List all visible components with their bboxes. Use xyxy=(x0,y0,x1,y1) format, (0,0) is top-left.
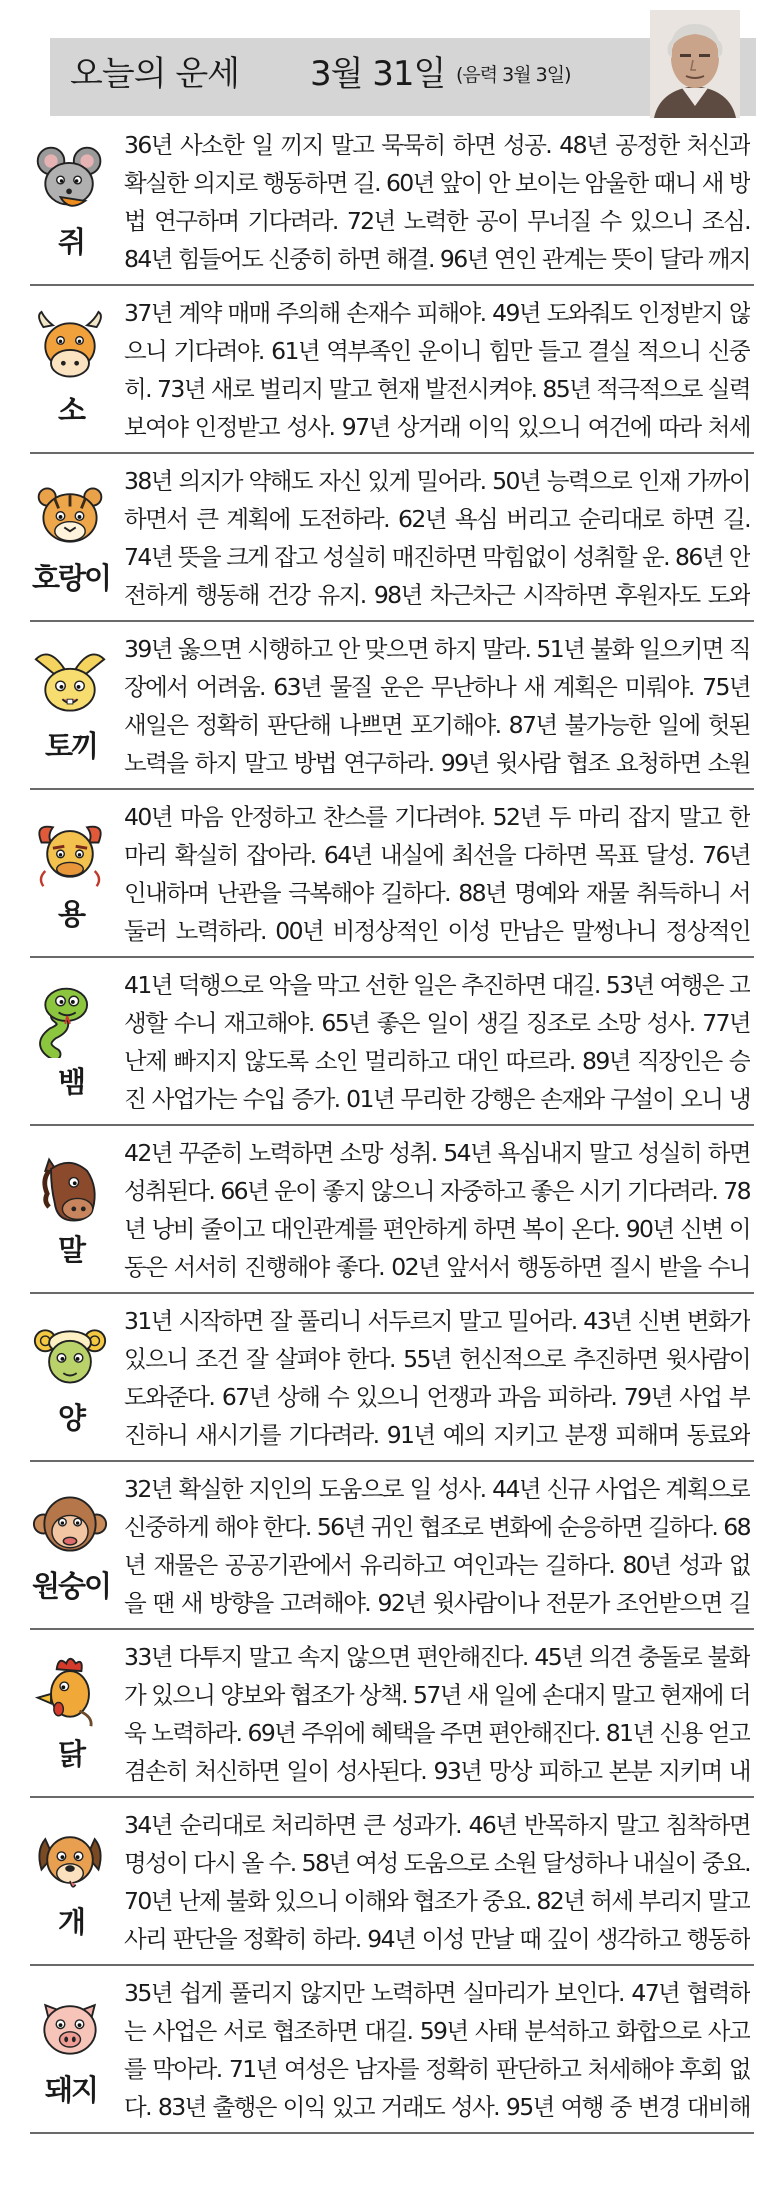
zodiac-name: 호랑이 xyxy=(31,561,111,595)
zodiac-name: 쥐 xyxy=(57,225,84,259)
fortune-text: 33년 다투지 말고 속지 않으면 편안해진다. 45년 의견 충돌로 불화가 있으니 양보와 협조가 상책. 57년 새 일에 손대지 말고 현재에 더욱 노력하라. 69년 주위에 혜택을 주면 편안해진다. 81년 신용 얻고 겸손히 처신하면 일이 성사된다. 93년 망상 피하고 본분 지키며 내 xyxy=(124,1643,750,1785)
zodiac-name: 양 xyxy=(57,1401,84,1435)
fortune-entry-dog xyxy=(30,1798,754,1966)
fortune-entry-rat xyxy=(30,118,754,286)
rooster-icon xyxy=(32,1654,108,1730)
fortune-text: 41년 덕행으로 악을 막고 선한 일은 추진하면 대길. 53년 여행은 고생할 수니 재고해야. 65년 좋은 일이 생길 징조로 소망 성사. 77년 난제 빠지지 않도록 소인 멀리하고 대인 따르라. 89년 직장인은 승진 사업가는 수입 증가. 01년 무리한 강행은 손재와 구설이 오니 냉 xyxy=(124,971,750,1113)
zodiac-name: 토끼 xyxy=(44,729,98,763)
fortune-entry-snake xyxy=(30,958,754,1126)
snake-icon xyxy=(32,982,108,1058)
zodiac-name: 개 xyxy=(57,1905,84,1939)
ox-icon xyxy=(32,310,108,386)
fortune-text: 35년 쉽게 풀리지 않지만 노력하면 실마리가 보인다. 47년 협력하는 사업은 서로 협조하면 대길. 59년 사태 분석하고 화합으로 사고를 막아라. 71년 여성은 남자를 정확히 판단하고 처세해야 후회 없다. 83년 출행은 이익 있고 거래도 성사. 95년 여행 중 변경 대비해 xyxy=(124,1979,750,2121)
zodiac-name: 돼지 xyxy=(44,2073,98,2107)
fortune-entry-horse xyxy=(30,1126,754,1294)
rabbit-icon xyxy=(32,646,108,722)
fortune-text: 38년 의지가 약해도 자신 있게 밀어라. 50년 능력으로 인재 가까이하면서 큰 계획에 도전하라. 62년 욕심 버리고 순리대로 하면 길. 74년 뜻을 크게 잡고 성실히 매진하면 막힘없이 성취할 운. 86년 안전하게 행동해 건강 유지. 98년 차근차근 시작하면 후원자도 도와 xyxy=(124,467,750,609)
fortune-entry-rabbit xyxy=(30,622,754,790)
zodiac-name: 소 xyxy=(57,393,84,427)
zodiac-name: 용 xyxy=(57,897,84,931)
sheep-icon xyxy=(32,1318,108,1394)
fortune-entry-monkey xyxy=(30,1462,754,1630)
rat-icon xyxy=(32,142,108,218)
fortune-entry-ox xyxy=(30,286,754,454)
zodiac-name: 원숭이 xyxy=(31,1569,111,1603)
zodiac-name: 뱀 xyxy=(57,1065,84,1099)
monkey-icon xyxy=(32,1486,108,1562)
tiger-icon xyxy=(32,478,108,554)
fortune-text: 36년 사소한 일 끼지 말고 묵묵히 하면 성공. 48년 공정한 처신과 확실한 의지로 행동하면 길. 60년 앞이 안 보이는 암울한 때니 새 방법 연구하며 기다려라. 72년 노력한 공이 무너질 수 있으니 조심. 84년 힘들어도 신중히 하면 해결. 96년 연인 관계는 뜻이 달라 깨지 xyxy=(124,131,750,273)
dragon-icon xyxy=(32,814,108,890)
fortune-text: 39년 옳으면 시행하고 안 맞으면 하지 말라. 51년 불화 일으키면 직장에서 어려움. 63년 물질 운은 무난하나 새 계획은 미뤄야. 75년 새일은 정확히 판단해 나쁘면 포기해야. 87년 불가능한 일에 헛된 노력을 하지 말고 방법 연구하라. 99년 윗사람 협조 요청하면 소원 xyxy=(124,635,750,777)
author-portrait-image xyxy=(650,10,740,118)
fortune-text: 32년 확실한 지인의 도움으로 일 성사. 44년 신규 사업은 계획으로 신중하게 해야 한다. 56년 귀인 협조로 변화에 순응하면 길하다. 68년 재물은 공공기관에서 유리하고 여인과는 길하다. 80년 성과 없을 땐 새 방향을 고려해야. 92년 윗사람이나 전문가 조언받으면 길 xyxy=(124,1475,750,1617)
dog-icon xyxy=(32,1822,108,1898)
zodiac-name: 말 xyxy=(57,1233,84,1267)
horse-icon xyxy=(32,1150,108,1226)
fortune-text: 34년 순리대로 처리하면 큰 성과가. 46년 반목하지 말고 침착하면 명성이 다시 올 수. 58년 여성 도움으로 소원 달성하나 내실이 중요. 70년 난제 불화 있으니 이해와 협조가 중요. 82년 허세 부리지 말고 사리 판단을 정확히 하라. 94년 이성 만날 때 깊이 생각하고 행동하 xyxy=(124,1811,750,1953)
fortune-entry-sheep xyxy=(30,1294,754,1462)
fortune-entry-rooster xyxy=(30,1630,754,1798)
zodiac-name: 닭 xyxy=(57,1737,84,1771)
page-title: 오늘의 운세 xyxy=(70,54,240,94)
fortune-entry-dragon xyxy=(30,790,754,958)
fortune-list xyxy=(30,118,754,2134)
fortune-text: 42년 꾸준히 노력하면 소망 성취. 54년 욕심내지 말고 성실히 하면 성취된다. 66년 운이 좋지 않으니 자중하고 좋은 시기 기다려라. 78년 낭비 줄이고 대인관계를 편안하게 하면 복이 온다. 90년 신변 이동은 서서히 진행해야 좋다. 02년 앞서서 행동하면 질시 받을 수니 xyxy=(124,1139,750,1281)
fortune-entry-tiger xyxy=(30,454,754,622)
fortune-text: 37년 계약 매매 주의해 손재수 피해야. 49년 도와줘도 인정받지 않으니 기다려야. 61년 역부족인 운이니 힘만 들고 결실 적으니 신중히. 73년 새로 벌리지 말고 현재 발전시켜야. 85년 적극적으로 실력 보여야 인정받고 성사. 97년 상거래 이익 있으니 여건에 따라 처세 xyxy=(124,299,750,441)
fortune-text: 31년 시작하면 잘 풀리니 서두르지 말고 밀어라. 43년 신변 변화가 있으니 조건 잘 살펴야 한다. 55년 헌신적으로 추진하면 윗사람이 도와준다. 67년 상해 수 있으니 언쟁과 과음 피하라. 79년 사업 부진하니 새시기를 기다려라. 91년 예의 지키고 분쟁 피해며 동료와 xyxy=(124,1307,750,1449)
fortune-entry-pig xyxy=(30,1966,754,2134)
fortune-text: 40년 마음 안정하고 찬스를 기다려야. 52년 두 마리 잡지 말고 한 마리 확실히 잡아라. 64년 내실에 최선을 다하면 목표 달성. 76년 인내하며 난관을 극복해야 길하다. 88년 명예와 재물 취득하니 서둘러 노력하라. 00년 비정상적인 이성 만남은 말썽나니 정상적인 xyxy=(124,803,750,945)
pig-icon xyxy=(32,1990,108,2066)
date-label: 3월 31일 xyxy=(310,54,446,94)
lunar-date-label: (음력 3월 3일) xyxy=(456,64,571,86)
